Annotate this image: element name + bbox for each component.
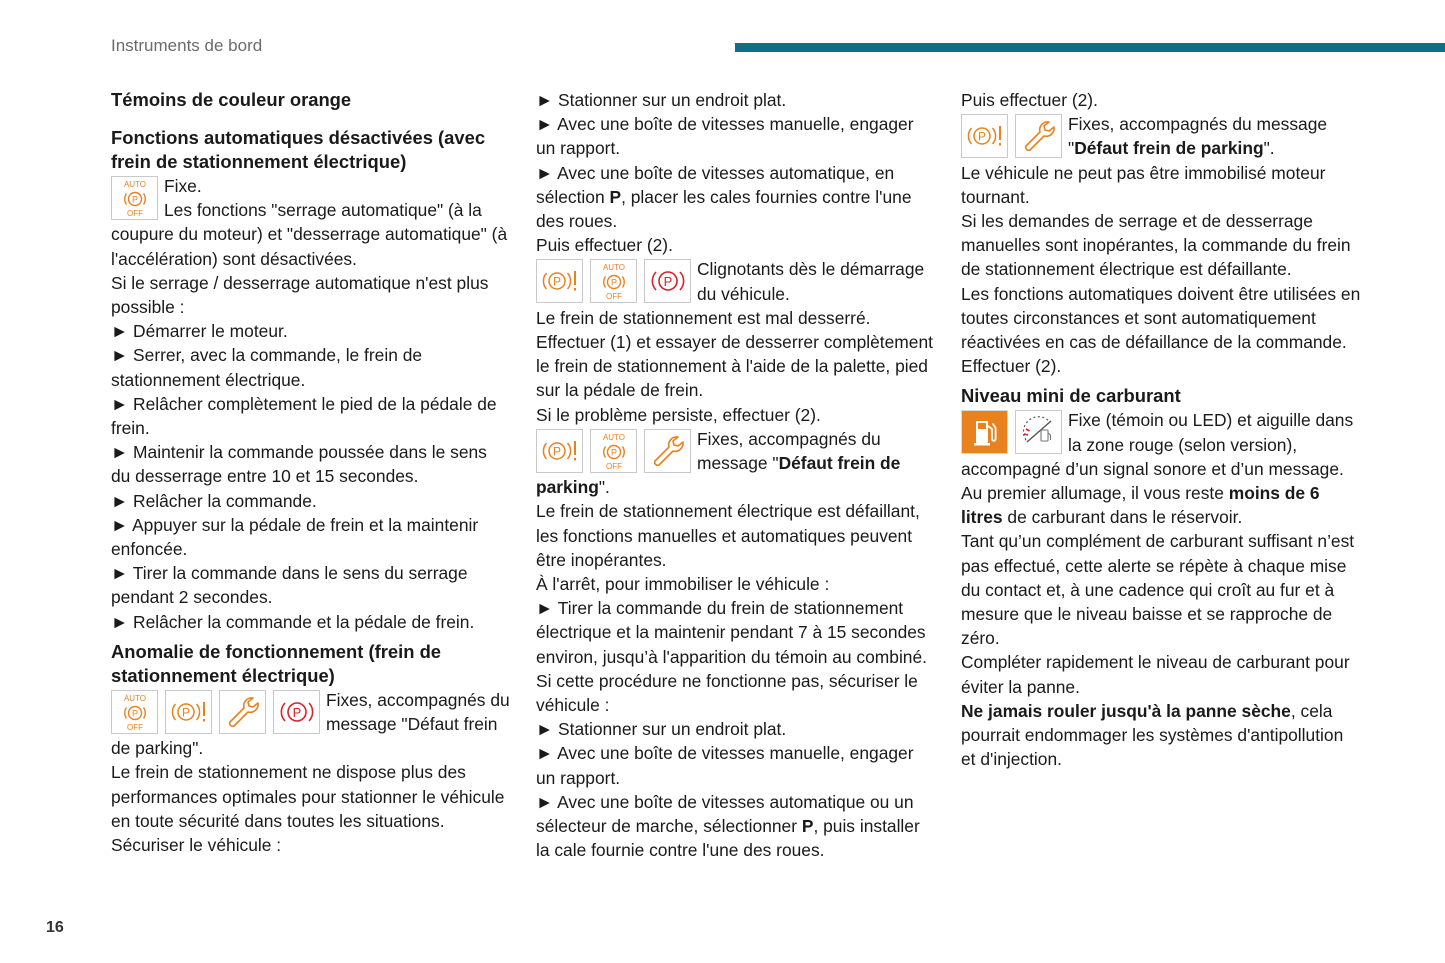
subsection-heading: Anomalie de fonctionnement (frein de stationnement électrique) bbox=[111, 640, 442, 686]
paragraph: Si cette procédure ne fonctionne pas, sécuriser le véhicule : bbox=[536, 670, 918, 716]
paragraph: Si le serrage / desserrage automatique n'est plus possible : bbox=[111, 272, 489, 318]
column-2 bbox=[536, 88, 936, 863]
paragraph: Sécuriser le véhicule : bbox=[111, 835, 282, 856]
svg-text:P: P bbox=[610, 447, 617, 458]
step-item: ► Démarrer le moteur. bbox=[111, 321, 288, 342]
paragraph: Si le problème persiste, effectuer (2). bbox=[536, 404, 821, 425]
parking-brake-warning-icon bbox=[536, 259, 583, 303]
paragraph: Le frein de stationnement est mal desserré. bbox=[536, 307, 871, 328]
svg-text:OFF: OFF bbox=[126, 209, 143, 218]
step-item: ► Tirer la commande du frein de stationnement électrique et la maintenir pendant 7 à 15 secondes environ, jusqu’à l'apparition du témoin au combiné. bbox=[536, 598, 927, 667]
svg-text:P: P bbox=[663, 274, 672, 290]
section-heading: Niveau mini de carburant bbox=[961, 385, 1181, 407]
svg-text:AUTO: AUTO bbox=[123, 180, 146, 189]
paragraph: Fixe (témoin ou LED) et aiguille dans la zone rouge (selon version), accompagné d’un signal sonore et d’un message. bbox=[961, 410, 1354, 479]
parking-brake-warning-icon bbox=[536, 429, 583, 473]
svg-text:P: P bbox=[977, 129, 986, 144]
parking-brake-red-icon bbox=[644, 259, 691, 303]
paragraph: Fixes, accompagnés du message "Défaut frein de parking". bbox=[111, 689, 510, 759]
step-item: ► Relâcher la commande et la pédale de frein. bbox=[111, 611, 475, 632]
icon-group bbox=[536, 259, 691, 303]
icon-group bbox=[536, 429, 691, 473]
page-section-title: Instruments de bord bbox=[111, 36, 263, 55]
icon-group bbox=[961, 114, 1062, 158]
step-item: ► Appuyer sur la pédale de frein et la maintenir enfoncée. bbox=[111, 514, 479, 560]
step-item: ► Avec une boîte de vitesses manuelle, engager un rapport. bbox=[536, 114, 914, 159]
paragraph: Tant qu’un complément de carburant suffisant n’est pas effectué, cette alerte se répète à chaque mise du contact et, à une cadence qui croît au fur et à mesure que le niveau baisse et se rapproche de zéro. bbox=[961, 531, 1355, 649]
paragraph: Fixes, accompagnés du message "Défaut frein de parking". bbox=[536, 428, 901, 498]
svg-text:P: P bbox=[131, 194, 138, 205]
paragraph: Si les demandes de serrage et de desserrage manuelles sont inopérantes, la commande du frein de stationnement électrique est défaillante. bbox=[961, 211, 1351, 280]
svg-text:P: P bbox=[610, 277, 617, 288]
wrench-icon bbox=[1015, 114, 1062, 158]
auto-off-parking-icon bbox=[111, 690, 158, 734]
step-item: ► Relâcher complètement le pied de la pédale de frein. bbox=[111, 393, 497, 439]
step-item: ► Avec une boîte de vitesses manuelle, engager un rapport. bbox=[536, 743, 914, 788]
parking-brake-warning-icon bbox=[165, 690, 212, 734]
svg-text:OFF: OFF bbox=[605, 461, 622, 471]
parking-brake-warning-icon bbox=[961, 114, 1008, 158]
step-item: ► Avec une boîte de vitesses automatique, en sélection P, placer les cales fournies contre l'une des roues. bbox=[536, 162, 912, 232]
paragraph: Effectuer (1) et essayer de desserrer complètement le frein de stationnement à l'aide de la palette, pied sur la pédale de frein. bbox=[536, 332, 933, 401]
paragraph: Le véhicule ne peut pas être immobilisé moteur tournant. bbox=[961, 162, 1326, 207]
svg-text:P: P bbox=[292, 704, 301, 720]
column-1 bbox=[111, 88, 511, 857]
paragraph: Fixe. bbox=[164, 176, 202, 196]
paragraph: Les fonctions automatiques doivent être utilisées en toutes circonstances et sont automatiquement réactivées en cas de défaillance de la commande. bbox=[961, 283, 1361, 353]
paragraph: Les fonctions "serrage automatique" (à la coupure du moteur) et "desserrage automatique" (à l'accélération) sont désactivées. bbox=[111, 200, 508, 269]
svg-text:P: P bbox=[552, 444, 561, 459]
paragraph: Le frein de stationnement électrique est défaillant, les fonctions manuelles et automatiques peuvent être inopérantes. bbox=[536, 501, 920, 570]
paragraph: Au premier allumage, il vous reste moins de 6 litres de carburant dans le réservoir. bbox=[961, 483, 1320, 528]
svg-text:AUTO: AUTO bbox=[602, 432, 625, 442]
auto-off-parking-icon bbox=[111, 176, 158, 220]
header-accent-bar bbox=[735, 43, 1445, 52]
paragraph: Clignotants dès le démarrage du véhicule. bbox=[697, 259, 925, 304]
parking-brake-red-icon bbox=[273, 690, 320, 734]
svg-text:P: P bbox=[131, 708, 138, 719]
column-3 bbox=[961, 88, 1361, 771]
step-item: ► Maintenir la commande poussée dans le sens du desserrage entre 10 et 15 secondes. bbox=[111, 442, 487, 487]
auto-off-parking-icon bbox=[590, 259, 637, 303]
paragraph: Fixes, accompagnés du message "Défaut frein de parking". bbox=[1068, 114, 1328, 159]
paragraph: Compléter rapidement le niveau de carburant pour éviter la panne. bbox=[961, 652, 1350, 697]
wrench-icon bbox=[644, 429, 691, 473]
subsection-heading: Fonctions automatiques désactivées (avec frein de stationnement électrique) bbox=[111, 127, 486, 172]
step-item: ► Relâcher la commande. bbox=[111, 490, 317, 511]
paragraph: Le frein de stationnement ne dispose plus des performances optimales pour stationner le véhicule en toute sécurité dans toutes les situations. bbox=[111, 762, 505, 831]
paragraph: Ne jamais rouler jusqu'à la panne sèche, cela pourrait endommager les systèmes d'antipollution et d'injection. bbox=[961, 700, 1344, 770]
svg-text:P: P bbox=[552, 274, 561, 289]
svg-text:AUTO: AUTO bbox=[602, 263, 625, 273]
icon-group bbox=[111, 690, 320, 734]
svg-text:OFF: OFF bbox=[605, 292, 622, 302]
svg-text:P: P bbox=[181, 705, 190, 720]
svg-text:OFF: OFF bbox=[126, 722, 143, 732]
icon-group bbox=[111, 176, 158, 220]
paragraph: Effectuer (2). bbox=[961, 356, 1062, 377]
section-heading: Témoins de couleur orange bbox=[111, 89, 352, 110]
step-item: ► Stationner sur un endroit plat. bbox=[536, 719, 787, 740]
fuel-gauge-icon bbox=[1015, 410, 1062, 454]
step-item: ► Avec une boîte de vitesses automatique ou un sélecteur de marche, sélectionner P, puis installer la cale fournie contre l'une des roues. bbox=[536, 791, 920, 861]
icon-group bbox=[961, 410, 1062, 454]
svg-text:AUTO: AUTO bbox=[123, 693, 146, 703]
fuel-pump-icon bbox=[961, 410, 1008, 454]
step-item: ► Tirer la commande dans le sens du serrage pendant 2 secondes. bbox=[111, 563, 468, 608]
page-number: 16 bbox=[46, 919, 64, 936]
paragraph: Puis effectuer (2). bbox=[961, 90, 1098, 110]
step-item: ► Serrer, avec la commande, le frein de stationnement électrique. bbox=[111, 345, 423, 390]
auto-off-parking-icon bbox=[590, 429, 637, 473]
paragraph: Puis effectuer (2). bbox=[536, 235, 673, 256]
wrench-icon bbox=[219, 690, 266, 734]
step-item: ► Stationner sur un endroit plat. bbox=[536, 90, 787, 110]
paragraph: À l'arrêt, pour immobiliser le véhicule : bbox=[536, 574, 830, 595]
